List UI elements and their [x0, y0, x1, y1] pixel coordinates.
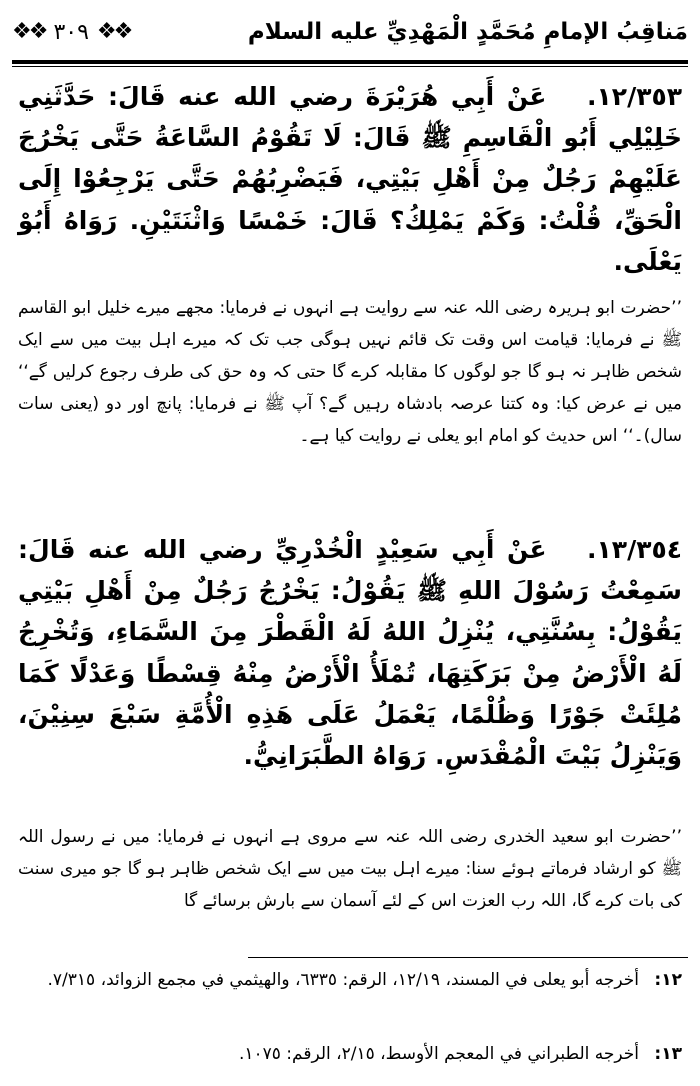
ornament-right-icon: ❖❖ — [96, 19, 131, 44]
footnote-13-number: ١٣: — [654, 1044, 682, 1064]
header-rule-thick — [12, 60, 688, 64]
ornament-left-icon: ❖❖ — [12, 19, 46, 44]
page-number: ٣٠٩ — [53, 19, 89, 45]
page-number-box — [12, 20, 130, 45]
chapter-title: مَناقِبُ الإمامِ مُحَمَّدٍ الْمَهْدِيِّ عليه السلام — [247, 19, 688, 45]
hadith-353-arabic — [18, 76, 682, 282]
page-header — [12, 6, 688, 58]
footnote-13 — [18, 1040, 682, 1069]
hadith-354-number: ١٣/٣٥٤. — [587, 535, 682, 564]
footnote-12-text: أخرجه أبو يعلى في المسند، ١٢/١٩، الرقم: ٦٣٣٥، والهيثمي في مجمع الزوائد، ٧/٣١٥. — [47, 970, 640, 990]
footnote-separator — [248, 957, 688, 958]
footnote-12-number: ١٢: — [654, 970, 682, 990]
hadith-354-arabic — [18, 529, 682, 776]
hadith-354-urdu: ’’حضرت ابو سعید الخدری رضی اللہ عنہ سے مروی ہے انہوں نے فرمایا: میں نے رسول اللہ ﷺ کو ارشاد فرماتے ہوئے سنا: میرے اہل بیت میں سے ایک شخص ظاہر ہو گا جو میری سنت کی بات کرے گا، اللہ رب العزت اس کے لئے آسمان سے بارش برسائے گا — [18, 827, 682, 911]
hadith-354-text: عَنْ أَبِي سَعِيْدٍ الْخُدْرِيِّ رضي الله عنه قَالَ: سَمِعْتُ رَسُوْلَ اللهِ ﷺ يَقُوْلُ: يَخْرُجُ رَجُلٌ مِنْ أَهْلِ بَيْتِي يَقُوْلُ: بِسُنَّتِي، يُنْزِلُ اللهُ لَهُ الْقَطْرَ مِنَ السَّمَاءِ، وَتُخْرِجُ لَهُ الْأَرْضُ مِنْ بَرَكَتِهَا، تُمْلَأُ الْأَرْضُ مِنْهُ قِسْطًا وَعَدْلًا كَمَا مُلِئَتْ جَوْرًا وَظُلْمًا، يَعْمَلُ عَلَى هَذِهِ الْأُمَّةِ سَبْعَ سِنِيْنَ، وَيَنْزِلُ بَيْتَ الْمُقْدَسِ. رَوَاهُ الطَّبَرَانِيُّ. — [18, 535, 682, 771]
hadith-353-text: عَنْ أَبِي هُرَيْرَةَ رضي الله عنه قَالَ: حَدَّثَنِي خَلِيْلِي أَبُو الْقَاسِمِ ﷺ قَالَ: لَا تَقُوْمُ السَّاعَةُ حَتَّى يَخْرُجَ عَلَيْهِمْ رَجُلٌ مِنْ أَهْلِ بَيْتِي، فَيَضْرِبُهُمْ حَتَّى يَرْجِعُوْا إِلَى الْحَقِّ، قُلْتُ: وَكَمْ يَمْلِكُ؟ قَالَ: خَمْسًا وَاثْنَتَيْنِ. رَوَاهُ أَبُوْ يَعْلَى. — [18, 82, 682, 276]
hadith-353-urdu: ’’حضرت ابو ہریرہ رضی اللہ عنہ سے روایت ہے انہوں نے فرمایا: مجھے میرے خلیل ابو القاسم ﷺ نے فرمایا: قیامت اس وقت تک قائم نہیں ہوگی جب تک کہ میرے اہل بیت میں سے ایک شخص ظاہر نہ ہو گا جو لوگوں کا مقابلہ کرے گا حتی کہ وہ حق کی طرف رجوع کرلیں گے‘‘ میں نے عرض کیا: وہ کتنا عرصہ بادشاہ رہیں گے؟ آپ ﷺ نے فرمایا: پانچ اور دو (یعنی سات سال)۔‘‘ اس حدیث کو امام ابو یعلی نے روایت کیا ہے۔ — [18, 298, 682, 446]
footnote-12 — [18, 966, 682, 995]
header-rule-thin — [12, 66, 688, 67]
footnote-13-text: أخرجه الطبراني في المعجم الأوسط، ٢/١٥، الرقم: ١٠٧٥. — [238, 1044, 640, 1064]
hadith-353-number: ١٢/٣٥٣. — [587, 82, 682, 111]
